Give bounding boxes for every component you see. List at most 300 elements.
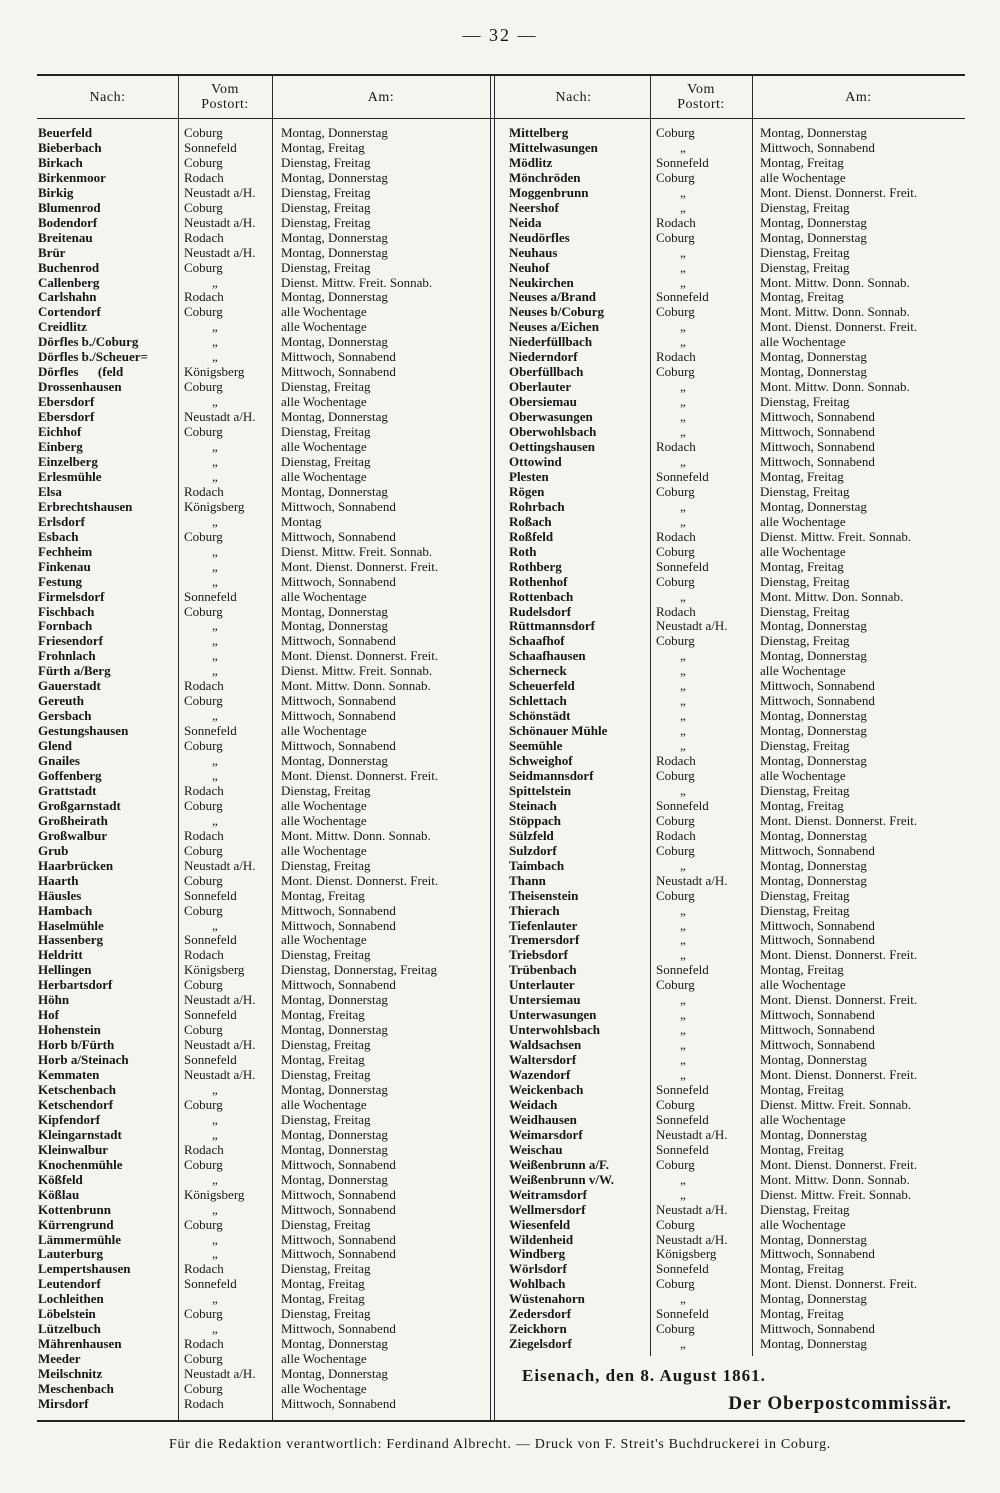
table-row xyxy=(37,679,490,694)
origin-cell: Coburg xyxy=(656,365,695,380)
days-cell: Montag, Freitag xyxy=(281,1277,365,1292)
table-row xyxy=(37,829,490,844)
destination-cell: Dörfles (feld xyxy=(38,365,124,380)
days-cell: alle Wochentage xyxy=(281,589,367,604)
days-cell: Mont. Mittw. Donn. Sonnab. xyxy=(281,828,431,843)
origin-cell: „ xyxy=(212,664,218,679)
table-row xyxy=(497,889,965,904)
table-row xyxy=(37,784,490,799)
days-cell: Dienstag, Freitag xyxy=(281,380,371,395)
table-row xyxy=(37,261,490,276)
origin-cell: Coburg xyxy=(656,1322,695,1337)
days-cell: Dienstag, Freitag xyxy=(760,903,850,918)
days-header xyxy=(752,76,965,118)
days-cell: Montag, Donnerstag xyxy=(760,754,867,769)
destination-cell: Elsa xyxy=(38,484,62,499)
destination-cell: Zedersdorf xyxy=(509,1307,572,1322)
days-cell: Montag, Donnerstag xyxy=(281,604,388,619)
table-row xyxy=(37,1113,490,1128)
table-row xyxy=(37,455,490,470)
days-cell: Montag, Donnerstag xyxy=(760,499,867,514)
origin-cell: Coburg xyxy=(184,694,223,709)
days-cell: alle Wochentage xyxy=(760,664,846,679)
days-cell: Montag, Freitag xyxy=(760,1142,844,1157)
origin-cell: Rodach xyxy=(184,230,224,245)
origin-cell: „ xyxy=(680,993,686,1008)
table-row xyxy=(497,1053,965,1068)
days-cell: Dienstag, Freitag xyxy=(760,484,850,499)
destination-cell: Tremersdorf xyxy=(509,933,580,948)
destination-cell: Rüttmannsdorf xyxy=(509,619,595,634)
table-row xyxy=(37,978,490,993)
table-row xyxy=(37,545,490,560)
origin-cell: „ xyxy=(212,634,218,649)
destination-cell: Großgarnstadt xyxy=(38,798,121,813)
days-cell: Dienstag, Freitag xyxy=(281,1262,371,1277)
days-cell: Montag, Donnerstag xyxy=(281,1367,388,1382)
origin-cell: Neustadt a/H. xyxy=(656,619,728,634)
table-row xyxy=(497,769,965,784)
days-cell: Montag, Freitag xyxy=(760,155,844,170)
days-cell: alle Wochentage xyxy=(760,514,846,529)
table-row xyxy=(497,1218,965,1233)
table-row xyxy=(497,1203,965,1218)
destination-cell: Lauterburg xyxy=(38,1247,103,1262)
days-cell: Mont. Mittw. Donn. Sonnab. xyxy=(760,1172,910,1187)
origin-cell: „ xyxy=(212,1172,218,1187)
destination-cell: Kleinwalbur xyxy=(38,1142,109,1157)
origin-cell: Sonnefeld xyxy=(656,1307,709,1322)
days-cell: Montag, Donnerstag xyxy=(760,619,867,634)
destination-cell: Wellmersdorf xyxy=(509,1202,586,1217)
origin-header-line1: Vom xyxy=(211,82,239,97)
origin-cell: Coburg xyxy=(184,529,223,544)
destination-cell: Lützelbuch xyxy=(38,1322,101,1337)
origin-cell: Coburg xyxy=(656,126,695,140)
destination-cell: Weischau xyxy=(509,1142,563,1157)
header-rule xyxy=(37,118,965,119)
origin-cell: Coburg xyxy=(184,1352,223,1367)
destination-cell: Höhn xyxy=(38,993,70,1008)
origin-cell: Neustadt a/H. xyxy=(184,858,256,873)
destination-cell: Haselmühle xyxy=(38,918,104,933)
table-row xyxy=(497,1337,965,1352)
destination-header-label: Nach: xyxy=(555,89,592,105)
days-cell: Montag, Donnerstag xyxy=(760,1292,867,1307)
table-row xyxy=(37,814,490,829)
origin-cell: „ xyxy=(212,918,218,933)
destination-cell: Mönchröden xyxy=(509,170,581,185)
origin-cell: Rodach xyxy=(184,679,224,694)
origin-cell: Rodach xyxy=(656,440,696,455)
table-row xyxy=(37,246,490,261)
days-cell: Mittwoch, Sonnabend xyxy=(281,529,396,544)
days-cell: Montag, Donnerstag xyxy=(760,1232,867,1247)
destination-cell: Rohrbach xyxy=(509,499,565,514)
origin-header xyxy=(178,76,272,118)
origin-cell: Coburg xyxy=(184,126,223,140)
days-cell: Dienstag, Freitag xyxy=(281,155,371,170)
table-row xyxy=(37,1173,490,1188)
days-cell: alle Wochentage xyxy=(281,305,367,320)
table-row xyxy=(37,799,490,814)
destination-cell: Mährenhausen xyxy=(38,1337,122,1352)
origin-cell: Rodach xyxy=(184,1397,224,1412)
origin-cell: „ xyxy=(680,709,686,724)
origin-cell: „ xyxy=(680,783,686,798)
table-row xyxy=(497,575,965,590)
origin-cell: „ xyxy=(680,679,686,694)
destination-cell: Beuerfeld xyxy=(38,126,93,140)
destination-cell: Neuhaus xyxy=(509,245,558,260)
destination-cell: Oberwohlsbach xyxy=(509,425,597,440)
days-cell: Mont. Dienst. Donnerst. Freit. xyxy=(760,948,918,963)
destination-cell: Neuses a/Eichen xyxy=(509,320,599,335)
origin-cell: Coburg xyxy=(184,260,223,275)
table-row xyxy=(37,530,490,545)
destination-cell: Spittelstein xyxy=(509,783,572,798)
destination-cell: Neuhof xyxy=(509,260,550,275)
days-cell: Dienst. Mittw. Freit. Sonnab. xyxy=(760,1097,912,1112)
origin-cell: „ xyxy=(212,320,218,335)
days-cell: Montag, Donnerstag xyxy=(281,245,388,260)
origin-cell: Coburg xyxy=(184,1307,223,1322)
table-row xyxy=(497,156,965,171)
table-row xyxy=(37,754,490,769)
origin-cell: „ xyxy=(212,395,218,410)
destination-cell: Wildenheid xyxy=(509,1232,574,1247)
days-cell: Montag, Donnerstag xyxy=(760,126,867,140)
origin-cell: Rodach xyxy=(184,290,224,305)
destination-cell: Gestungshausen xyxy=(38,724,129,739)
destination-cell: Wörlsdorf xyxy=(509,1262,567,1277)
origin-cell: „ xyxy=(680,1337,686,1352)
table-row xyxy=(497,246,965,261)
days-cell: Mittwoch, Sonnabend xyxy=(281,694,396,709)
days-cell: Montag, Donnerstag xyxy=(281,230,388,245)
destination-cell: Unterlauter xyxy=(509,978,575,993)
destination-cell: Hohenstein xyxy=(38,1023,101,1038)
table-row xyxy=(497,739,965,754)
destination-cell: Hassenberg xyxy=(38,933,103,948)
origin-cell: „ xyxy=(212,619,218,634)
days-cell: alle Wochentage xyxy=(281,1097,367,1112)
left-table-body xyxy=(37,126,490,1412)
origin-cell: Königsberg xyxy=(184,1187,245,1202)
origin-cell: Sonnefeld xyxy=(184,1008,237,1023)
days-cell: Montag, Donnerstag xyxy=(281,619,388,634)
origin-cell: „ xyxy=(212,469,218,484)
origin-cell: Rodach xyxy=(184,1142,224,1157)
days-cell: alle Wochentage xyxy=(760,170,846,185)
table-row xyxy=(37,171,490,186)
destination-cell: Roßach xyxy=(509,514,552,529)
days-cell: Montag, Freitag xyxy=(760,798,844,813)
table-row xyxy=(37,290,490,305)
destination-cell: Heldritt xyxy=(38,948,83,963)
days-cell: Montag, Donnerstag xyxy=(281,290,388,305)
origin-cell: „ xyxy=(212,709,218,724)
destination-cell: Taimbach xyxy=(509,858,565,873)
origin-cell: „ xyxy=(680,694,686,709)
days-cell: Montag, Donnerstag xyxy=(281,126,388,140)
table-row xyxy=(37,186,490,201)
origin-cell: „ xyxy=(212,1232,218,1247)
destination-cell: Stöppach xyxy=(509,813,562,828)
days-cell: alle Wochentage xyxy=(281,320,367,335)
days-cell: Mittwoch, Sonnabend xyxy=(281,709,396,724)
table-row xyxy=(497,649,965,664)
destination-cell: Schönauer Mühle xyxy=(509,724,608,739)
destination-cell: Ottowind xyxy=(509,454,562,469)
table-row xyxy=(37,1083,490,1098)
table-row xyxy=(497,784,965,799)
table-row xyxy=(497,425,965,440)
origin-cell: Sonnefeld xyxy=(656,963,709,978)
origin-cell: „ xyxy=(212,350,218,365)
center-double-rule xyxy=(494,74,495,1420)
days-cell: Montag, Donnerstag xyxy=(281,1172,388,1187)
table-row xyxy=(37,1203,490,1218)
origin-cell: „ xyxy=(680,410,686,425)
destination-cell: Kößfeld xyxy=(38,1172,83,1187)
table-row xyxy=(37,395,490,410)
table-row xyxy=(37,320,490,335)
destination-cell: Neudörfles xyxy=(509,230,570,245)
destination-cell: Wohlbach xyxy=(509,1277,566,1292)
days-cell: Montag, Donnerstag xyxy=(760,1337,867,1352)
days-cell: Montag, Donnerstag xyxy=(760,828,867,843)
destination-cell: Windberg xyxy=(509,1247,566,1262)
table-row xyxy=(497,261,965,276)
destination-cell: Lämmermühle xyxy=(38,1232,122,1247)
destination-cell: Herbartsdorf xyxy=(38,978,113,993)
table-row xyxy=(497,590,965,605)
origin-cell: „ xyxy=(680,1038,686,1053)
days-cell: Dienstag, Freitag xyxy=(281,783,371,798)
origin-header-line2: Postort: xyxy=(201,97,249,112)
origin-cell: Rodach xyxy=(656,350,696,365)
origin-cell: Coburg xyxy=(656,230,695,245)
origin-cell: „ xyxy=(680,425,686,440)
days-cell: Mittwoch, Sonnabend xyxy=(281,1232,396,1247)
table-row xyxy=(37,231,490,246)
origin-cell: Neustadt a/H. xyxy=(184,215,256,230)
destination-cell: Tiefenlauter xyxy=(509,918,578,933)
origin-cell: „ xyxy=(212,1322,218,1337)
destination-cell: Schaafhausen xyxy=(509,649,586,664)
origin-cell: Neustadt a/H. xyxy=(656,1232,728,1247)
table-row xyxy=(497,500,965,515)
origin-cell: „ xyxy=(680,948,686,963)
table-row xyxy=(37,1023,490,1038)
days-cell: Dienstag, Freitag xyxy=(281,948,371,963)
days-cell: Mittwoch, Sonnabend xyxy=(760,1023,875,1038)
table-row xyxy=(497,963,965,978)
origin-cell: Sonnefeld xyxy=(184,888,237,903)
origin-cell: Coburg xyxy=(656,1217,695,1232)
origin-cell: Neustadt a/H. xyxy=(184,185,256,200)
origin-cell: „ xyxy=(680,454,686,469)
table-row xyxy=(37,350,490,365)
destination-cell: Lochleithen xyxy=(38,1292,104,1307)
table-row xyxy=(37,1262,490,1277)
table-row xyxy=(37,664,490,679)
destination-cell: Thann xyxy=(509,873,546,888)
table-row xyxy=(37,470,490,485)
destination-cell: Häusles xyxy=(38,888,82,903)
table-row xyxy=(497,1188,965,1203)
table-row xyxy=(37,739,490,754)
origin-cell: Neustadt a/H. xyxy=(184,1038,256,1053)
table-row xyxy=(497,1023,965,1038)
destination-cell: Kürrengrund xyxy=(38,1217,114,1232)
destination-cell: Gauerstadt xyxy=(38,679,101,694)
days-cell: Dienstag, Freitag xyxy=(760,783,850,798)
destination-cell: Dörfles b./Coburg xyxy=(38,335,139,350)
days-cell: alle Wochentage xyxy=(281,798,367,813)
days-cell: Dienst. Mittw. Freit. Sonnab. xyxy=(760,1187,912,1202)
days-cell: Mont. Dienst. Donnerst. Freit. xyxy=(760,320,918,335)
table-row xyxy=(497,216,965,231)
destination-cell: Weißenbrunn a/F. xyxy=(509,1157,609,1172)
table-row xyxy=(37,844,490,859)
table-row xyxy=(497,1113,965,1128)
origin-cell: „ xyxy=(680,589,686,604)
table-row xyxy=(497,679,965,694)
origin-cell: Neustadt a/H. xyxy=(184,245,256,260)
origin-cell: „ xyxy=(680,1172,686,1187)
table-row xyxy=(497,320,965,335)
table-row xyxy=(37,500,490,515)
table-row xyxy=(37,485,490,500)
table-row xyxy=(37,1068,490,1083)
destination-cell: Mirsdorf xyxy=(38,1397,89,1412)
origin-cell: „ xyxy=(212,574,218,589)
origin-cell: Coburg xyxy=(184,739,223,754)
table-row xyxy=(37,948,490,963)
table-row xyxy=(37,874,490,889)
table-row xyxy=(497,1262,965,1277)
table-row xyxy=(37,769,490,784)
origin-cell: Coburg xyxy=(656,1097,695,1112)
destination-cell: Plesten xyxy=(509,469,549,484)
table-row xyxy=(37,380,490,395)
origin-cell: „ xyxy=(212,440,218,455)
table-row xyxy=(37,1098,490,1113)
table-row xyxy=(497,709,965,724)
destination-cell: Unterwohlsbach xyxy=(509,1023,601,1038)
origin-cell: Neustadt a/H. xyxy=(656,1127,728,1142)
destination-cell: Ketschendorf xyxy=(38,1097,114,1112)
table-row xyxy=(37,1307,490,1322)
table-row xyxy=(37,1337,490,1352)
destination-cell: Obersiemau xyxy=(509,395,577,410)
origin-cell: Coburg xyxy=(656,1277,695,1292)
origin-cell: „ xyxy=(680,649,686,664)
destination-cell: Breitenau xyxy=(38,230,93,245)
table-row xyxy=(497,455,965,470)
destination-cell: Cortendorf xyxy=(38,305,101,320)
table-row xyxy=(497,829,965,844)
destination-cell: Einzelberg xyxy=(38,454,98,469)
days-cell: Dienstag, Freitag xyxy=(760,574,850,589)
days-cell: alle Wochentage xyxy=(281,469,367,484)
origin-cell: „ xyxy=(680,200,686,215)
destination-cell: Roth xyxy=(509,544,537,559)
destination-cell: Rothenhof xyxy=(509,574,568,589)
days-cell: Mittwoch, Sonnabend xyxy=(760,1008,875,1023)
destination-cell: Neershof xyxy=(509,200,559,215)
destination-cell: Trübenbach xyxy=(509,963,577,978)
origin-cell: „ xyxy=(212,514,218,529)
destination-cell: Fürth a/Berg xyxy=(38,664,111,679)
destination-cell: Seidmannsdorf xyxy=(509,768,594,783)
days-cell: Dienst. Mittw. Freit. Sonnab. xyxy=(281,664,433,679)
origin-cell: „ xyxy=(680,514,686,529)
destination-cell: Untersiemau xyxy=(509,993,581,1008)
destination-cell: Unterwasungen xyxy=(509,1008,597,1023)
destination-cell: Horb a/Steinach xyxy=(38,1053,129,1068)
days-cell: Montag, Freitag xyxy=(281,140,365,155)
table-row xyxy=(497,993,965,1008)
days-cell: Montag, Freitag xyxy=(281,1053,365,1068)
table-row xyxy=(37,919,490,934)
origin-cell: Rodach xyxy=(184,783,224,798)
table-row xyxy=(37,216,490,231)
days-cell: Mittwoch, Sonnabend xyxy=(281,1157,396,1172)
destination-cell: Grub xyxy=(38,843,69,858)
table-row xyxy=(497,844,965,859)
table-row xyxy=(37,515,490,530)
days-cell: alle Wochentage xyxy=(281,843,367,858)
days-cell: Montag, Donnerstag xyxy=(760,230,867,245)
days-cell: Mittwoch, Sonnabend xyxy=(281,499,396,514)
destination-cell: Ketschenbach xyxy=(38,1083,116,1097)
days-cell: Montag, Donnerstag xyxy=(760,873,867,888)
origin-cell: Coburg xyxy=(656,888,695,903)
table-row xyxy=(497,1038,965,1053)
origin-cell: Rodach xyxy=(656,754,696,769)
destination-cell: Ziegelsdorf xyxy=(509,1337,572,1352)
destination-cell: Weidhausen xyxy=(509,1112,577,1127)
table-row xyxy=(497,141,965,156)
destination-cell: Zeickhorn xyxy=(509,1322,567,1337)
table-row xyxy=(497,545,965,560)
days-cell: Mittwoch, Sonnabend xyxy=(760,1038,875,1053)
days-cell: Mont. Mittw. Don. Sonnab. xyxy=(760,589,904,604)
origin-cell: „ xyxy=(212,768,218,783)
table-row xyxy=(497,605,965,620)
destination-cell: Weidach xyxy=(509,1097,558,1112)
days-cell: alle Wochentage xyxy=(760,1112,846,1127)
days-cell: Dienst. Mittw. Freit. Sonnab. xyxy=(760,529,912,544)
days-cell: Montag, Freitag xyxy=(760,469,844,484)
destination-cell: Dörfles b./Scheuer= xyxy=(38,350,148,365)
origin-cell: „ xyxy=(680,1292,686,1307)
table-row xyxy=(497,186,965,201)
table-row xyxy=(37,1233,490,1248)
destination-cell: Brür xyxy=(38,245,66,260)
days-cell: Mittwoch, Sonnabend xyxy=(760,694,875,709)
days-cell: Montag, Freitag xyxy=(281,1008,365,1023)
page-number: — 32 — xyxy=(462,25,538,45)
origin-cell: Coburg xyxy=(656,978,695,993)
days-cell: Dienstag, Freitag xyxy=(760,604,850,619)
table-row xyxy=(37,1158,490,1173)
destination-cell: Buchenrod xyxy=(38,260,100,275)
table-row xyxy=(497,1008,965,1023)
